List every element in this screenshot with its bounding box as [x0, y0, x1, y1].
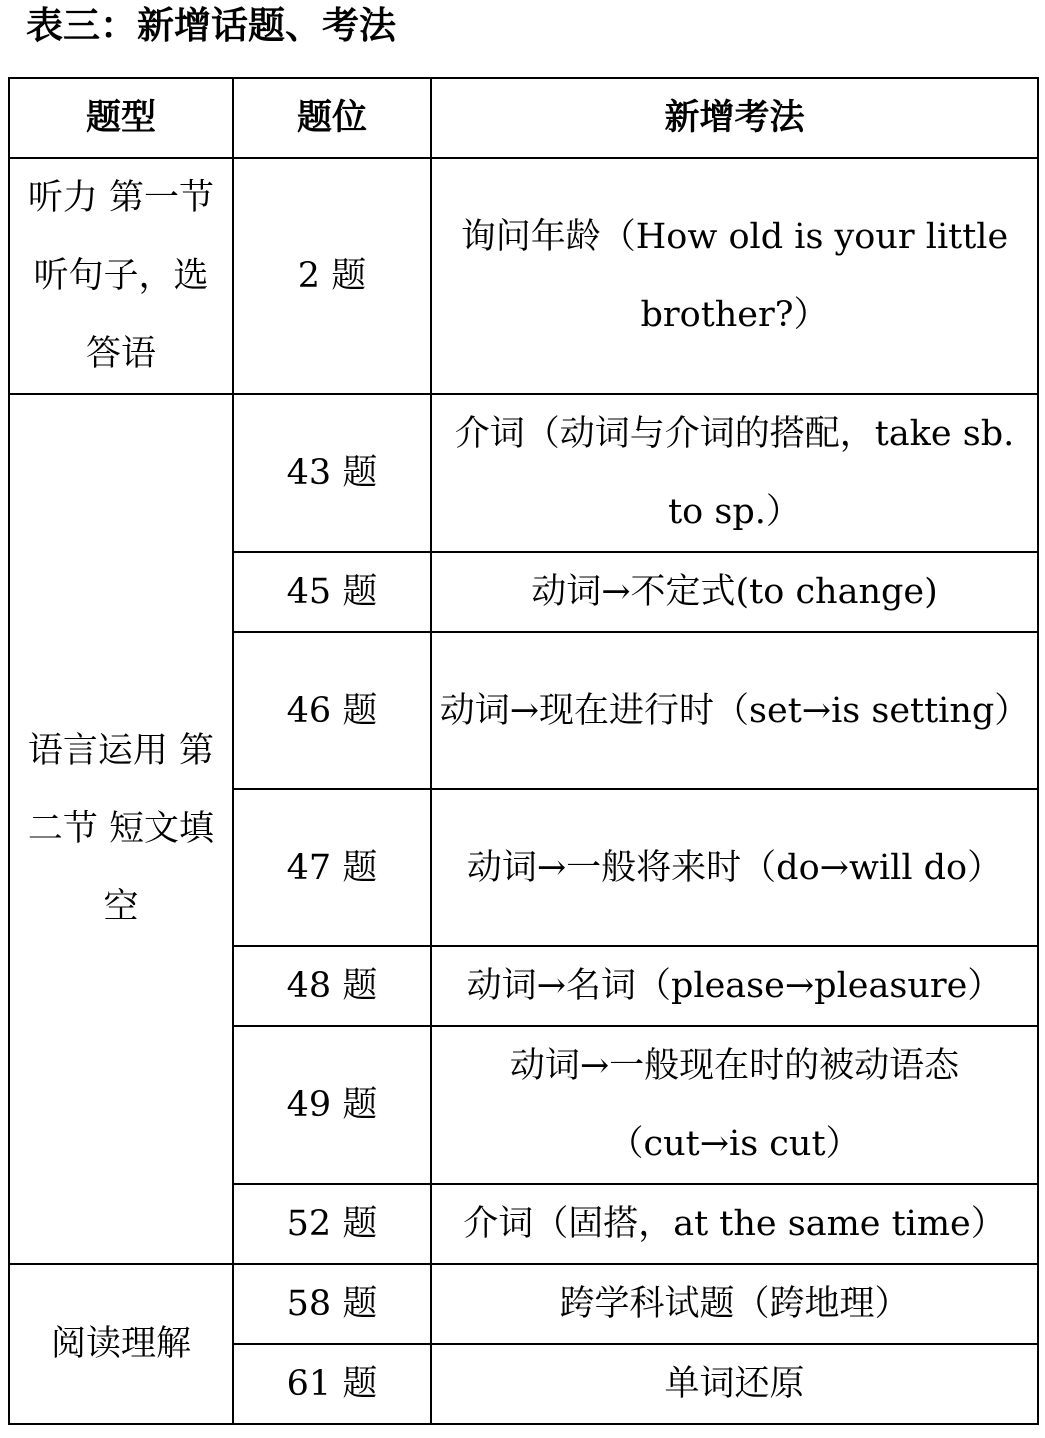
category-language-use	[9, 394, 233, 1264]
new-method: 动词→一般现在时的被动语态（cut→is cut）	[431, 1026, 1038, 1184]
question-position: 49 题	[233, 1026, 431, 1184]
category-listening	[9, 158, 233, 394]
header-question-type: 题型	[9, 78, 233, 158]
table-row	[9, 158, 1038, 394]
document-title: 表三：新增话题、考法	[26, 4, 396, 47]
question-position: 43 题	[233, 394, 431, 552]
question-position: 58 题	[233, 1264, 431, 1344]
question-position: 45 题	[233, 552, 431, 632]
category-label: 听力 第一节 听句子，选答语	[27, 178, 215, 374]
new-method: 介词（固搭，at the same time）	[431, 1184, 1038, 1264]
header-question-position: 题位	[233, 78, 431, 158]
new-method: 单词还原	[431, 1344, 1038, 1424]
header-new-method: 新增考法	[431, 78, 1038, 158]
table-row	[9, 1264, 1038, 1344]
question-position: 46 题	[233, 632, 431, 789]
exam-changes-table	[8, 77, 1039, 1425]
category-label: 阅读理解	[50, 1324, 191, 1364]
question-position: 2 题	[233, 158, 431, 394]
new-method: 动词→不定式(to change)	[431, 552, 1038, 632]
question-position: 47 题	[233, 789, 431, 946]
question-position: 61 题	[233, 1344, 431, 1424]
category-reading	[9, 1264, 233, 1424]
question-position: 52 题	[233, 1184, 431, 1264]
new-method: 介词（动词与介词的搭配，take sb. to sp.）	[431, 394, 1038, 552]
new-method: 动词→一般将来时（do→will do）	[431, 789, 1038, 946]
table-header-row	[9, 78, 1038, 158]
table-row	[9, 394, 1038, 552]
new-method: 跨学科试题（跨地理）	[431, 1264, 1038, 1344]
new-method: 动词→现在进行时（set→is setting）	[431, 632, 1038, 789]
category-label: 语言运用 第二节 短文填空	[27, 731, 215, 927]
new-method: 动词→名词（please→pleasure）	[431, 946, 1038, 1026]
question-position: 48 题	[233, 946, 431, 1026]
new-method: 询问年龄（How old is your little brother?）	[431, 158, 1038, 394]
